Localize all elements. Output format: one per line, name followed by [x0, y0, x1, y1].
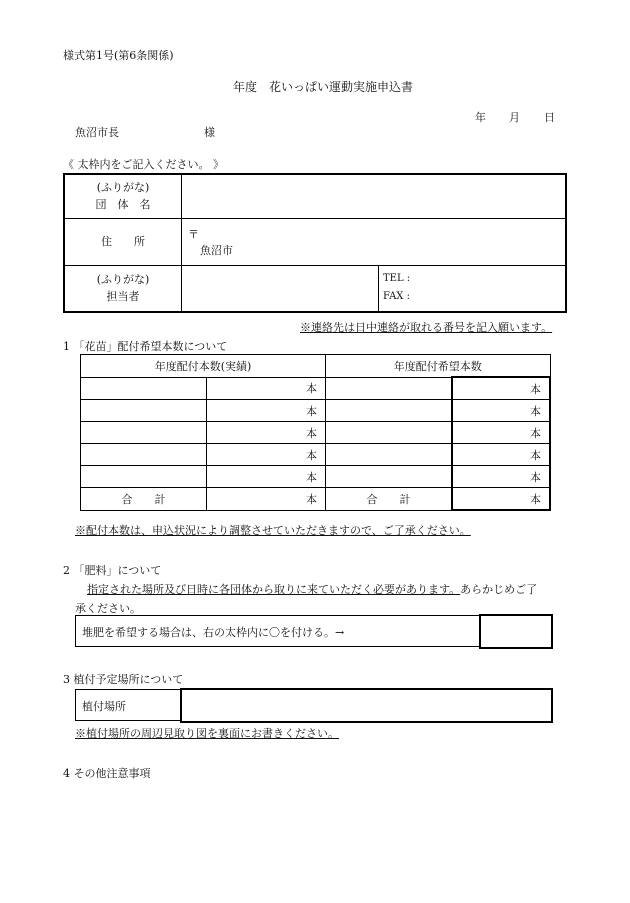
form-number: 様式第1号(第6条関係) [63, 49, 174, 62]
actual-year-cell[interactable] [81, 422, 207, 444]
tel-label: TEL : [383, 273, 411, 285]
instruction: 《 太枠内をご記入ください。 》 [63, 158, 224, 171]
contact-note: ※連絡先は日中連絡が取れる番号を記入願います。 [300, 321, 553, 334]
actual-year-cell[interactable] [81, 377, 207, 400]
desired-count-cell[interactable]: 本 [452, 444, 550, 466]
fertilizer-instruction: 指定された場所及び日時に各団体から取りに来ていただく必要があります。あらかじめご了 [87, 583, 538, 596]
compost-check-box[interactable] [479, 614, 553, 649]
desired-count-cell[interactable]: 本 [452, 400, 550, 422]
desired-count-cell[interactable]: 本 [452, 422, 550, 444]
phone-fax-field[interactable] [379, 265, 567, 312]
fax-label: FAX : [383, 291, 410, 303]
desired-year-cell[interactable] [326, 444, 453, 466]
contact-person-field[interactable] [182, 265, 379, 312]
group-name-field[interactable] [182, 174, 567, 218]
compost-request-row [75, 615, 480, 647]
actual-count-cell[interactable]: 本 [207, 422, 326, 444]
desired-column-header: 年度配付希望本数 [326, 355, 551, 378]
address-field[interactable] [182, 218, 567, 265]
desired-year-cell[interactable] [326, 422, 453, 444]
addressee-honorific: 様 [204, 126, 215, 139]
desired-total-label: 合 計 [326, 488, 453, 511]
date-month-label: 月 [509, 111, 520, 124]
planting-place-label: 植付場所 [82, 700, 126, 713]
page-title: 年度 花いっぱい運動実施申込書 [233, 80, 414, 94]
actual-count-cell[interactable]: 本 [207, 400, 326, 422]
date-day-label: 日 [544, 111, 555, 124]
address-label: 住 所 [64, 218, 182, 265]
seedling-table [80, 354, 551, 511]
section3-heading: 3 植付予定場所について [63, 673, 184, 686]
section2-heading: 2 「肥料」について [63, 564, 162, 577]
desired-year-cell[interactable] [326, 377, 453, 400]
actual-count-cell[interactable]: 本 [207, 377, 326, 400]
planting-place-field[interactable] [180, 688, 553, 723]
group-name-label: (ふりがな) 団 体 名 [64, 174, 182, 218]
actual-year-cell[interactable] [81, 444, 207, 466]
actual-count-cell[interactable]: 本 [207, 444, 326, 466]
desired-year-cell[interactable] [326, 466, 453, 488]
actual-year-cell[interactable] [81, 400, 207, 422]
address-city: 魚沼市 [200, 243, 233, 257]
actual-year-cell[interactable] [81, 466, 207, 488]
contact-person-label: (ふりがな) 担当者 [64, 265, 182, 312]
applicant-table [63, 173, 567, 313]
desired-count-cell[interactable]: 本 [452, 466, 550, 488]
actual-total-label: 合 計 [81, 488, 207, 511]
compost-request-text: 堆肥を希望する場合は、右の太枠内に〇を付ける。→ [82, 626, 345, 639]
planting-place-label-box [75, 689, 182, 721]
actual-count-cell[interactable]: 本 [207, 466, 326, 488]
desired-count-cell[interactable]: 本 [452, 377, 550, 400]
postal-mark: 〒 [188, 227, 199, 241]
section1-heading: 1 「花苗」配付希望本数について [63, 340, 228, 353]
actual-column-header: 年度配付本数(実績) [81, 355, 326, 378]
section4-heading: 4 その他注意事項 [63, 767, 151, 780]
desired-total-cell[interactable]: 本 [452, 488, 550, 511]
date-year-label: 年 [475, 111, 486, 124]
addressee: 魚沼市長 [75, 126, 119, 139]
desired-year-cell[interactable] [326, 400, 453, 422]
actual-total-cell[interactable]: 本 [207, 488, 326, 511]
allocation-note: ※配付本数は、申込状況により調整させていただきますので、ご了承ください。 [75, 524, 471, 537]
planting-place-note: ※植付場所の周辺見取り図を裏面にお書きください。 [75, 727, 339, 740]
fertilizer-instruction-cont: 承ください。 [75, 602, 141, 615]
